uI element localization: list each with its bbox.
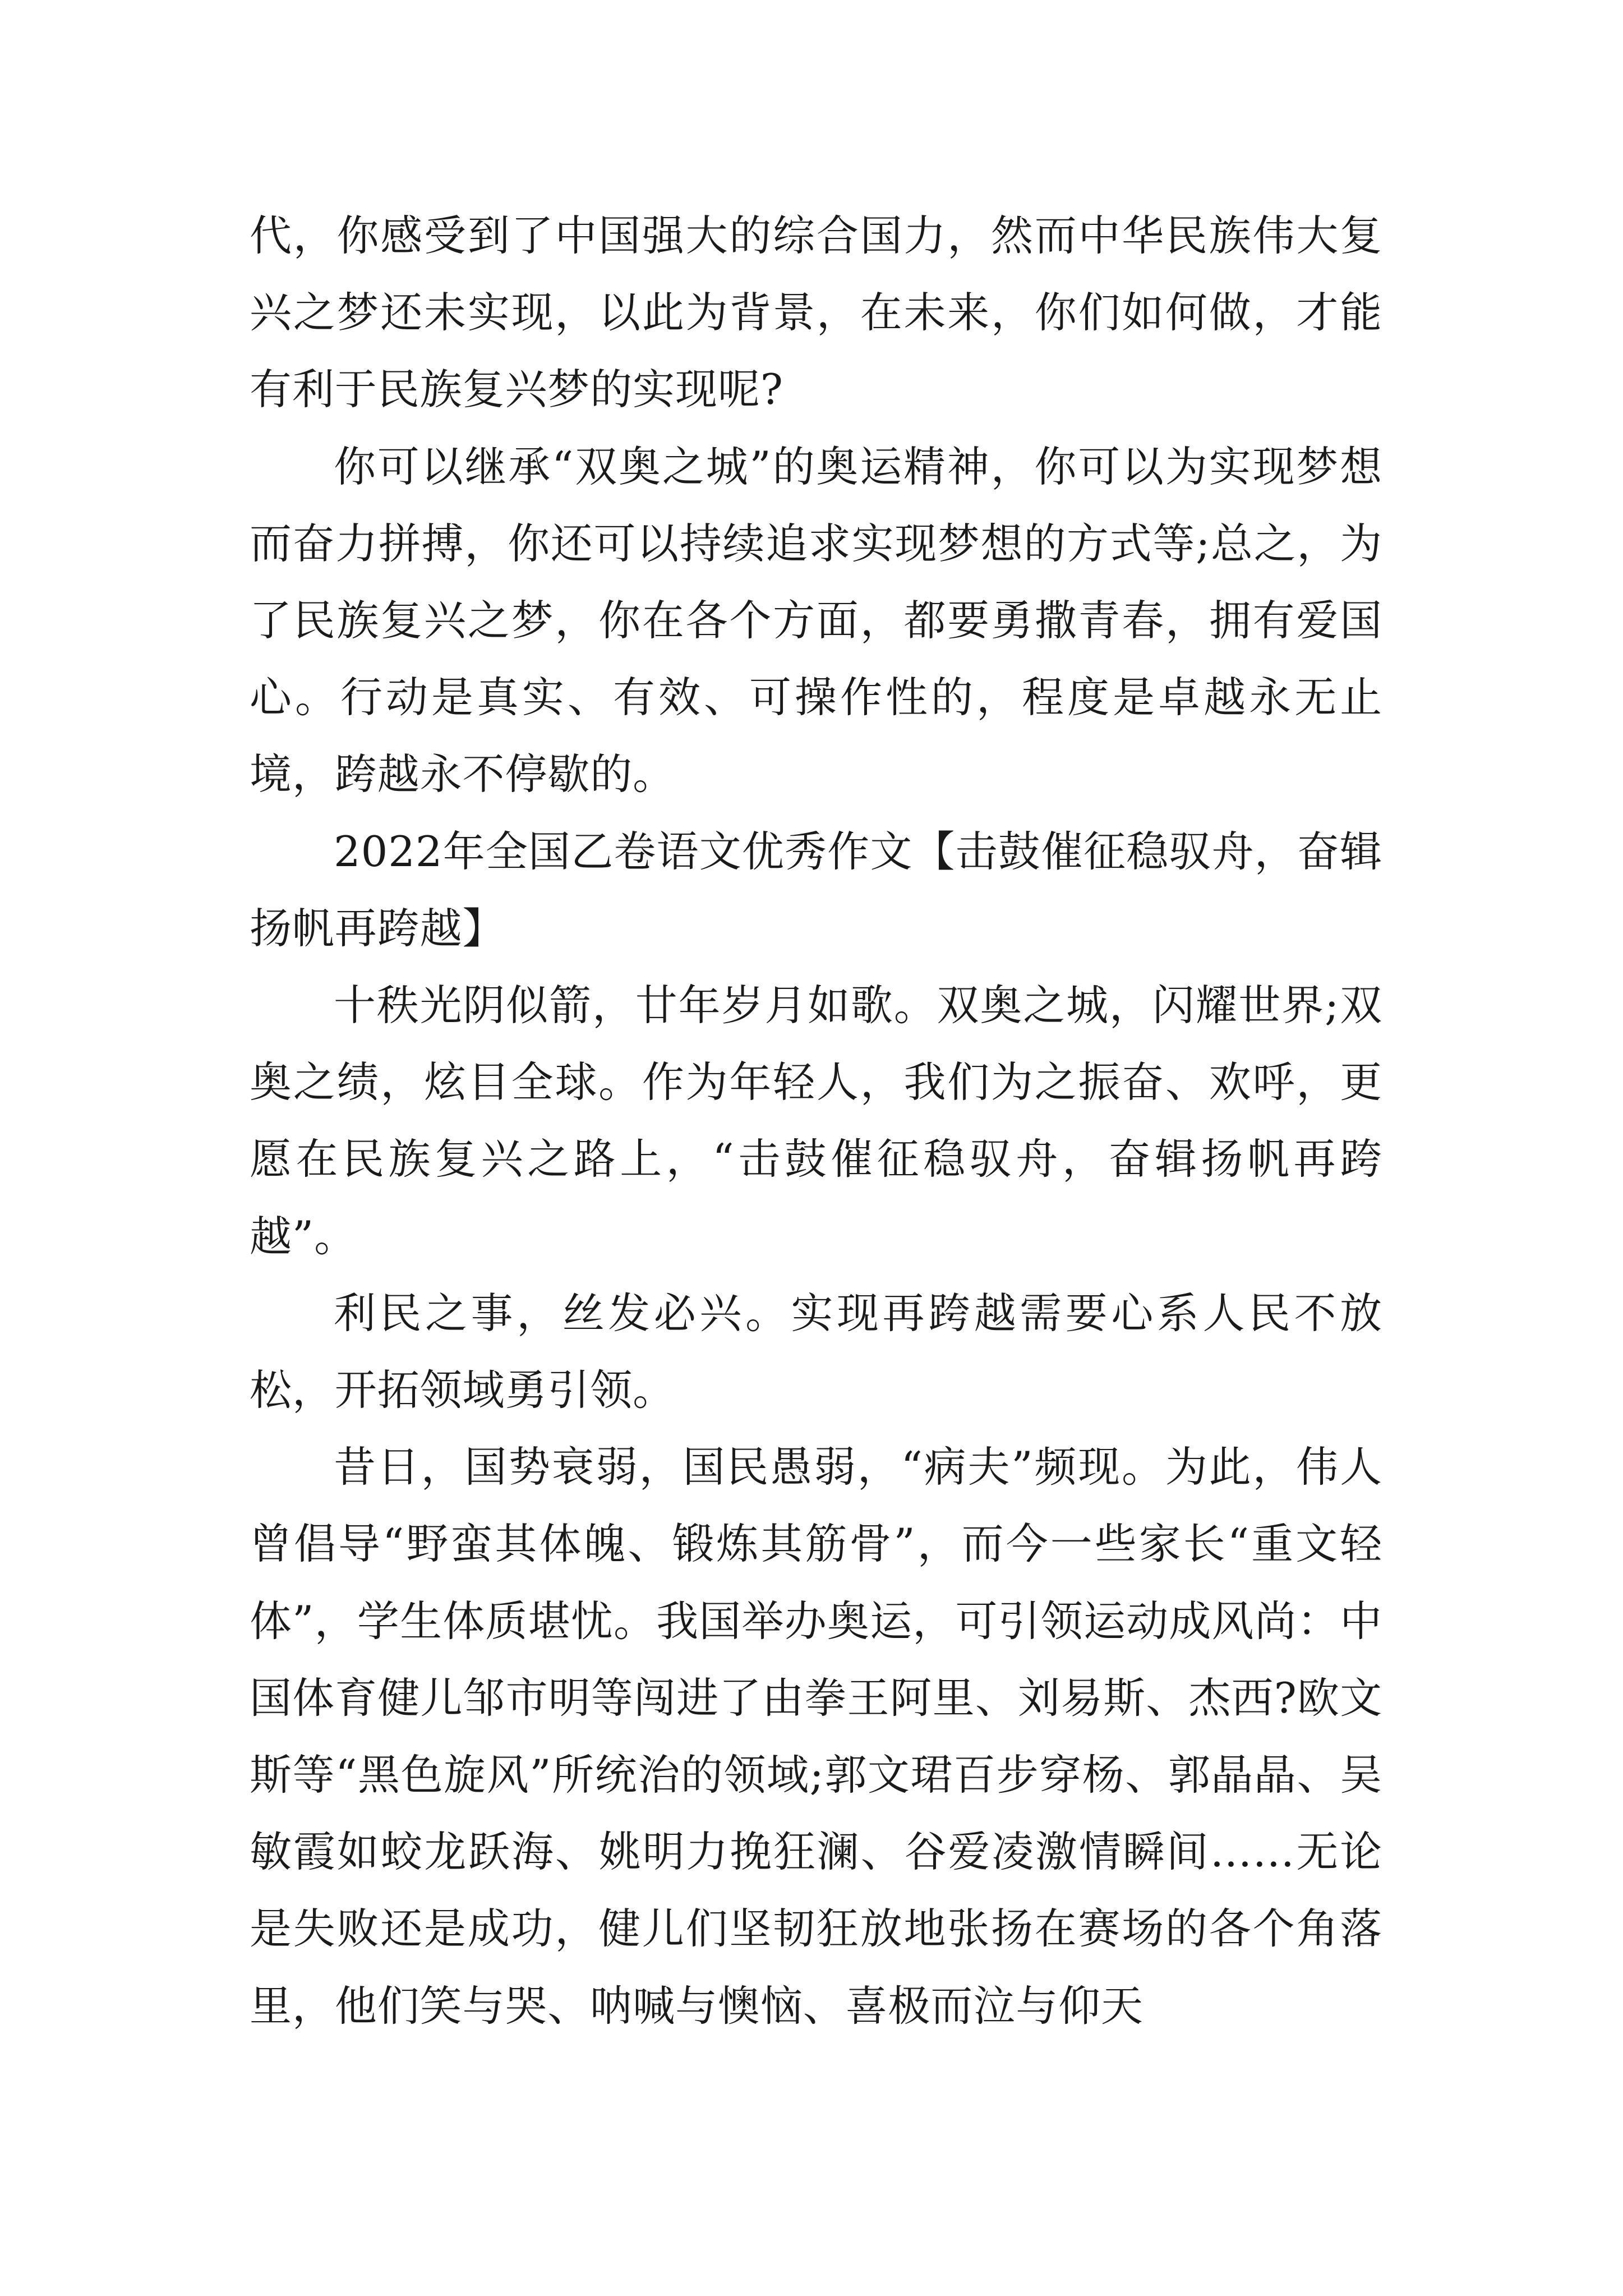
paragraph-3: 十秩光阴似箭，廿年岁月如歌。双奥之城，闪耀世界;双奥之绩，炫目全球。作为年轻人，我们为之振奋、欢呼，更愿在民族复兴之路上，“击鼓催征稳驭舟，奋辑扬帆再跨越”。 xyxy=(250,981,1382,1261)
paragraph-2: 你可以继承“双奥之城”的奥运精神，你可以为实现梦想而奋力拼搏，你还可以持续追求实现梦想的方式等;总之，为了民族复兴之梦，你在各个方面，都要勇撒青春，拥有爱国心。行动是真实、有效、可操作性的，程度是卓越永无止境，跨越永不停歇的。 xyxy=(250,441,1382,799)
paragraph-4: 利民之事，丝发必兴。实现再跨越需要心系人民不放松，开拓领域勇引领。 xyxy=(250,1288,1382,1415)
paragraph-1: 代，你感受到了中国强大的综合国力，然而中华民族伟大复兴之梦还未实现，以此为背景，在未来，你们如何做，才能有利于民族复兴梦的实现呢? xyxy=(250,211,1382,415)
paragraph-5: 昔日，国势衰弱，国民愚弱，“病夫”频现。为此，伟人曾倡导“野蛮其体魄、锻炼其筋骨”，而今一些家长“重文轻体”，学生体质堪忧。我国举办奥运，可引领运动成风尚：中国体育健儿邹市明等闯进了由拳王阿里、刘易斯、杰西?欧文斯等“黑色旋风”所统治的领域;郭文珺百步穿杨、郭晶晶、吴敏霞如蛟龙跃海、姚明力挽狂澜、谷爱凌激情瞬间……无论是失败还是成功，健儿们坚韧狂放地张扬在赛场的各个角落里，他们笑与哭、呐喊与懊恼、喜极而泣与仰天 xyxy=(250,1442,1382,2031)
essay-body xyxy=(250,197,1382,2045)
essay-title-paragraph: 2022年全国乙卷语文优秀作文【击鼓催征稳驭舟，奋辑扬帆再跨越】 xyxy=(250,826,1382,953)
